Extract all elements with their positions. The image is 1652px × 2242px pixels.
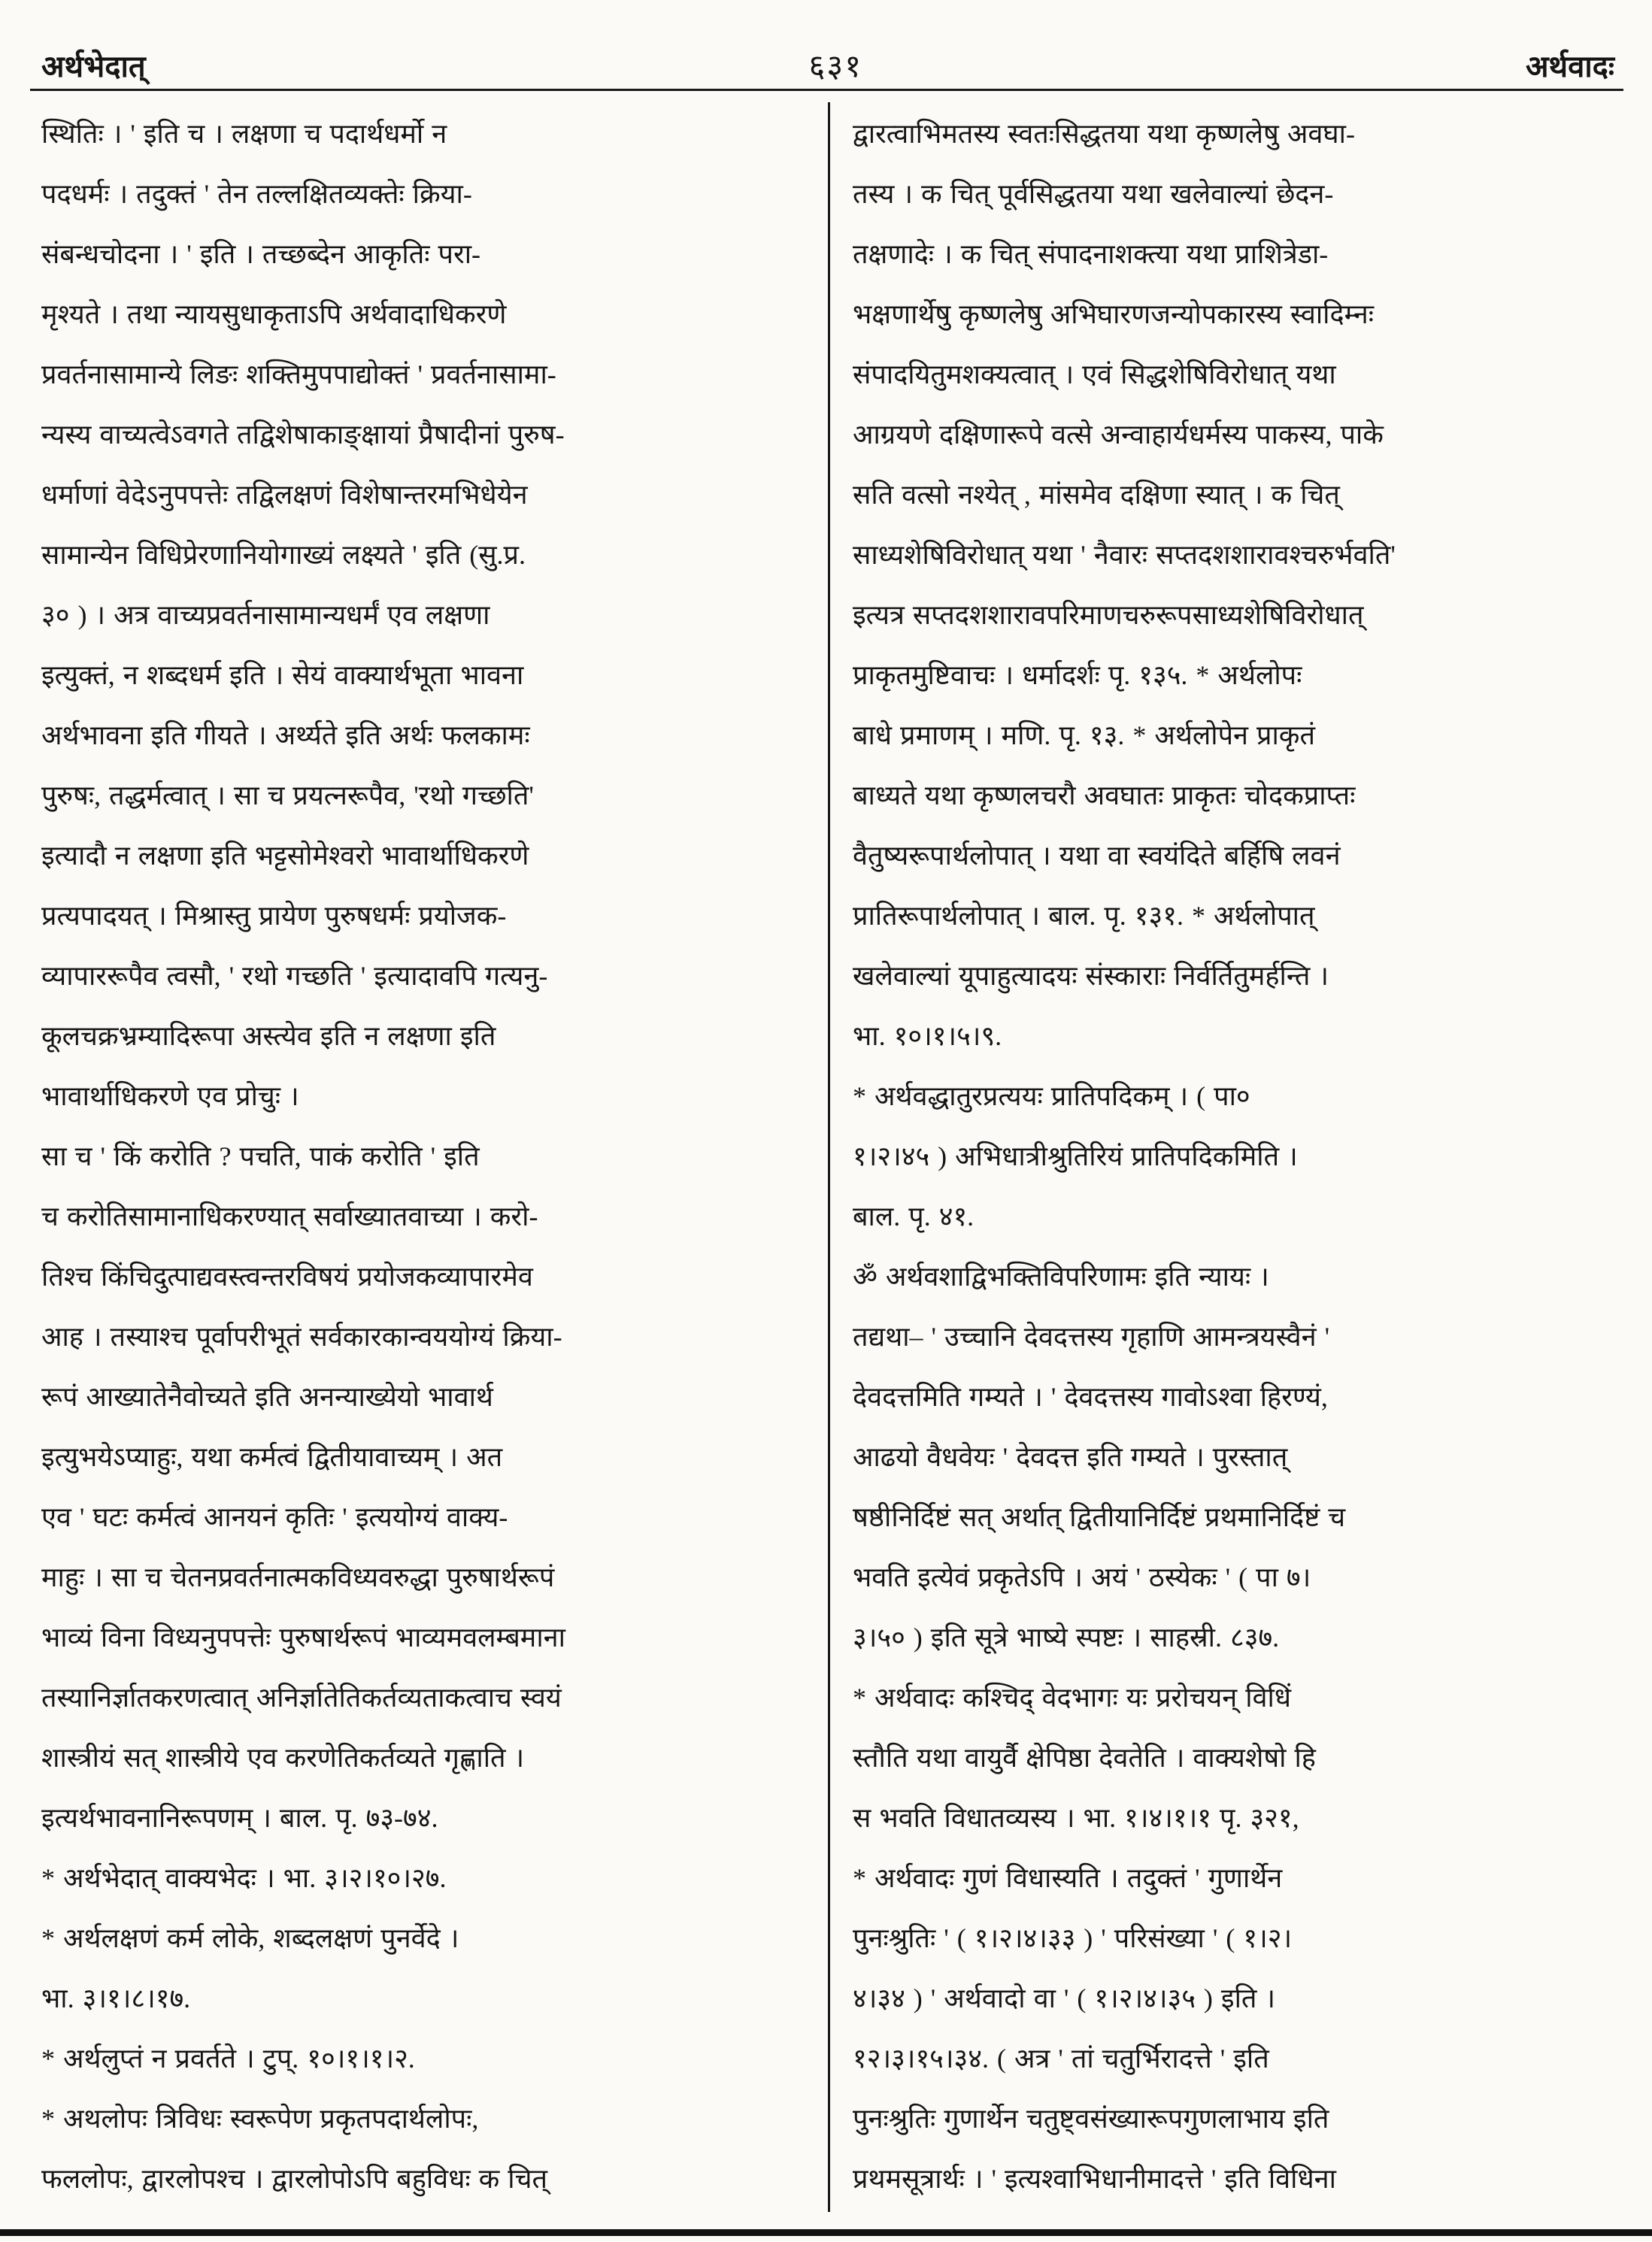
text-line: वैतुष्यरूपार्थलोपात् । यथा वा स्वयंदिते बर्हिषि लवनं (853, 841, 1341, 871)
text-line: एव ' घटः कर्मत्वं आनयनं कृतिः ' इत्ययोग्यं वाक्य- (41, 1502, 508, 1532)
text-line: सामान्येन विधिप्रेरणानियोगाख्यं लक्ष्यते ' इति (सु.प्र. (41, 540, 526, 570)
text-columns (41, 104, 1618, 2212)
text-line: इत्यर्थभावनानिरूपणम् । बाल. पृ. ७३-७४. (41, 1803, 438, 1833)
text-line: * अर्थवादः कश्चिद् वेदभागः यः प्ररोचयन् विधिं (853, 1683, 1291, 1713)
text-line: तस्य । क चित् पूर्वसिद्धतया यथा खलेवाल्यां छेदन- (853, 179, 1334, 209)
page-header (41, 44, 1614, 86)
text-line: न्यस्य वाच्यत्वेऽवगते तद्विशेषाकाङ्क्षायां प्रैषादीनां पुरुष- (41, 420, 565, 450)
text-line: १।२।४५ ) अभिधात्रीश्रुतिरियं प्रातिपदिकमिति । (853, 1141, 1298, 1171)
text-line: माहुः । सा च चेतनप्रवर्तनात्मकविध्यवरुद्धा पुरुषार्थरूपं (41, 1562, 555, 1592)
running-head-left: अर्थभेदात् (41, 50, 146, 83)
text-line: पुनःश्रुतिः ' ( १।२।४।३३ ) ' परिसंख्या ' ( १।२। (853, 1923, 1293, 1953)
text-line: १२।३।१५।३४. ( अत्र ' तां चतुर्भिरादत्ते ' इति (853, 2044, 1269, 2074)
text-line: पुरुषः, तद्धर्मत्वात् । सा च प्रयत्नरूपैव, 'रथो गच्छति' (41, 780, 534, 810)
left-column (41, 104, 828, 2212)
text-line: तस्यानिर्ज्ञातकरणत्वात् अनिर्ज्ञातेतिकर्तव्यताकत्वाच स्वयं (41, 1683, 562, 1713)
text-line: तिश्च किंचिदुत्पाद्यवस्त्वन्तरविषयं प्रयोजकव्यापारमेव (41, 1262, 533, 1292)
header-rule (30, 89, 1623, 91)
text-line: खलेवाल्यां यूपाहुत्यादयः संस्काराः निर्वर्तितुमर्हन्ति । (853, 961, 1329, 991)
text-line: साध्यशेषिविरोधात् यथा ' नैवारः सप्तदशशारावश्चरुर्भवति' (853, 540, 1396, 570)
text-line: प्रत्यपादयत् । मिश्रास्तु प्रायेण पुरुषधर्मः प्रयोजक- (41, 901, 507, 931)
text-line: षष्ठीनिर्दिष्टं सत् अर्थात् द्वितीयानिर्दिष्टं प्रथमानिर्दिष्टं च (853, 1502, 1346, 1532)
text-line: भा. ३।१।८।१७. (41, 1983, 191, 2013)
text-line: स्तौति यथा वायुर्वै क्षेपिष्ठा देवतेति । वाक्यशेषो हि (853, 1743, 1316, 1773)
text-line: धर्माणां वेदेऽनुपपत्तेः तद्विलक्षणं विशेषान्तरमभिधेयेन (41, 480, 528, 510)
text-line: भा. १०।१।५।९. (853, 1021, 1002, 1051)
text-line: आग्रयणे दक्षिणारूपे वत्से अन्वाहार्यधर्मस्य पाकस्य, पाके (853, 420, 1384, 450)
page-number: ६३१ (808, 50, 863, 84)
text-line: इत्युक्तं, न शब्दधर्म इति । सेयं वाक्यार्थभूता भावना (41, 660, 524, 690)
text-line: * अर्थवादः गुणं विधास्यति । तदुक्तं ' गुणार्थेन (853, 1863, 1283, 1893)
text-line: इत्यत्र सप्तदशशारावपरिमाणचरुरूपसाध्यशेषिविरोधात् (853, 600, 1364, 630)
text-line: भवति इत्येवं प्रकृतेऽपि । अयं ' ठस्येकः ' ( पा ७। (853, 1562, 1311, 1592)
text-line: आढयो वैधवेयः ' देवदत्त इति गम्यते । पुरस्तात् (853, 1442, 1288, 1472)
text-line: प्रथमसूत्रार्थः । ' इत्यश्वाभिधानीमादत्ते ' इति विधिना (853, 2164, 1336, 2194)
text-line: ३।५० ) इति सूत्रे भाष्ये स्पष्टः । साहस्री. ८३७. (853, 1622, 1280, 1653)
text-line: बाध्यते यथा कृष्णलचरौ अवघातः प्राकृतः चोदकप्राप्तः (853, 780, 1356, 810)
text-line: * अथलोपः त्रिविधः स्वरूपेण प्रकृतपदार्थलोपः, (41, 2104, 479, 2134)
text-line: तक्षणादेः । क चित् संपादनाशक्त्या यथा प्राशित्रेडा- (853, 239, 1329, 269)
text-line: द्वारत्वाभिमतस्य स्वतःसिद्धतया यथा कृष्णलेषु अवघा- (853, 119, 1355, 149)
text-line: भावार्थाधिकरणे एव प्रोचुः । (41, 1081, 299, 1111)
text-line: प्राकृतमुष्टिवाचः । धर्मादर्शः पृ. १३५. * अर्थलोपः (853, 660, 1302, 690)
text-line: प्रातिरूपार्थलोपात् । बाल. पृ. १३१. * अर्थलोपात् (853, 901, 1315, 931)
text-line: बाल. पृ. ४१. (853, 1201, 975, 1232)
text-line: * अर्थभेदात् वाक्यभेदः । भा. ३।२।१०।२७. (41, 1863, 447, 1893)
text-line: कूलचक्रभ्रम्यादिरूपा अस्त्येव इति न लक्षणा इति (41, 1021, 496, 1051)
text-line: फललोपः, द्वारलोपश्च । द्वारलोपोऽपि बहुविधः क चित् (41, 2164, 547, 2194)
text-line: शास्त्रीयं सत् शास्त्रीये एव करणेतिकर्तव्यते गृह्णाति । (41, 1743, 525, 1773)
text-line: सति वत्सो नश्येत् , मांसमेव दक्षिणा स्यात् । क चित् (853, 480, 1340, 510)
text-line: बाधे प्रमाणम् । मणि. पृ. १३. * अर्थलोपेन प्राकृतं (853, 720, 1315, 750)
text-line: * अर्थलुप्तं न प्रवर्तते । टुप्. १०।१।१।२. (41, 2044, 415, 2074)
text-line: संपादयितुमशक्यत्वात् । एवं सिद्धशेषिविरोधात् यथा (853, 359, 1336, 389)
right-column (830, 104, 1618, 2212)
text-line: इत्युभयेऽप्याहुः, यथा कर्मत्वं द्वितीयावाच्यम् । अत (41, 1442, 503, 1472)
text-line: पदधर्मः । तदुक्तं ' तेन तल्लक्षितव्यक्तेः क्रिया- (41, 179, 472, 209)
text-line: इत्यादौ न लक्षणा इति भट्टसोमेश्वरो भावार्थाधिकरणे (41, 841, 529, 871)
text-line: आह । तस्याश्च पूर्वापरीभूतं सर्वकारकान्वययोग्यं क्रिया- (41, 1322, 562, 1352)
text-line: व्यापाररूपैव त्वसौ, ' रथो गच्छति ' इत्यादावपि गत्यनु- (41, 961, 548, 991)
text-line: च करोतिसामानाधिकरण्यात् सर्वाख्यातवाच्या । करो- (41, 1201, 538, 1232)
text-line: संबन्धचोदना । ' इति । तच्छब्देन आकृतिः परा- (41, 239, 481, 269)
text-line: भाव्यं विना विध्यनुपपत्तेः पुरुषार्थरूपं भाव्यमवलम्बमाना (41, 1622, 565, 1653)
running-head-right: अर्थवादः (1525, 50, 1614, 83)
text-line: ॐ अर्थवशाद्विभक्तिविपरिणामः इति न्यायः । (853, 1262, 1269, 1292)
text-line: भक्षणार्थेषु कृष्णलेषु अभिघारणजन्योपकारस्य स्वादिम्नः (853, 299, 1374, 329)
text-line: स्थितिः । ' इति च । लक्षणा च पदार्थधर्मो न (41, 119, 447, 149)
text-line: प्रवर्तनासामान्ये लिङः शक्तिमुपपाद्योक्तं ' प्रवर्तनासामा- (41, 359, 556, 389)
text-line: देवदत्तमिति गम्यते । ' देवदत्तस्य गावोऽश्वा हिरण्यं, (853, 1382, 1328, 1412)
text-line: रूपं आख्यातेनैवोच्यते इति अनन्याख्येयो भावार्थ (41, 1382, 493, 1412)
text-line: मृश्यते । तथा न्यायसुधाकृताऽपि अर्थवादाधिकरणे (41, 299, 507, 329)
text-line: पुनःश्रुतिः गुणार्थेन चतुष्ट्वसंख्यारूपगुणलाभाय इति (853, 2104, 1329, 2134)
text-line: ३० ) । अत्र वाच्यप्रवर्तनासामान्यधर्मं एव लक्षणा (41, 600, 490, 630)
text-line: * अर्थलक्षणं कर्म लोके, शब्दलक्षणं पुनर्वेदे । (41, 1923, 459, 1953)
text-line: स भवति विधातव्यस्य । भा. १।४।१।१ पृ. ३२१, (853, 1803, 1299, 1833)
text-line: ४।३४ ) ' अर्थवादो वा ' ( १।२।४।३५ ) इति । (853, 1983, 1276, 2013)
text-line: अर्थभावना इति गीयते । अर्थ्यते इति अर्थः फलकामः (41, 720, 530, 750)
text-line: सा च ' किं करोति ? पचति, पाकं करोति ' इति (41, 1141, 480, 1171)
bottom-edge-rule (0, 2229, 1652, 2236)
text-line: * अर्थवद्धातुरप्रत्ययः प्रातिपदिकम् । ( पा० (853, 1081, 1250, 1111)
text-line: तद्यथा– ' उच्चानि देवदत्तस्य गृहाणि आमन्त्रयस्वैनं ' (853, 1322, 1330, 1352)
